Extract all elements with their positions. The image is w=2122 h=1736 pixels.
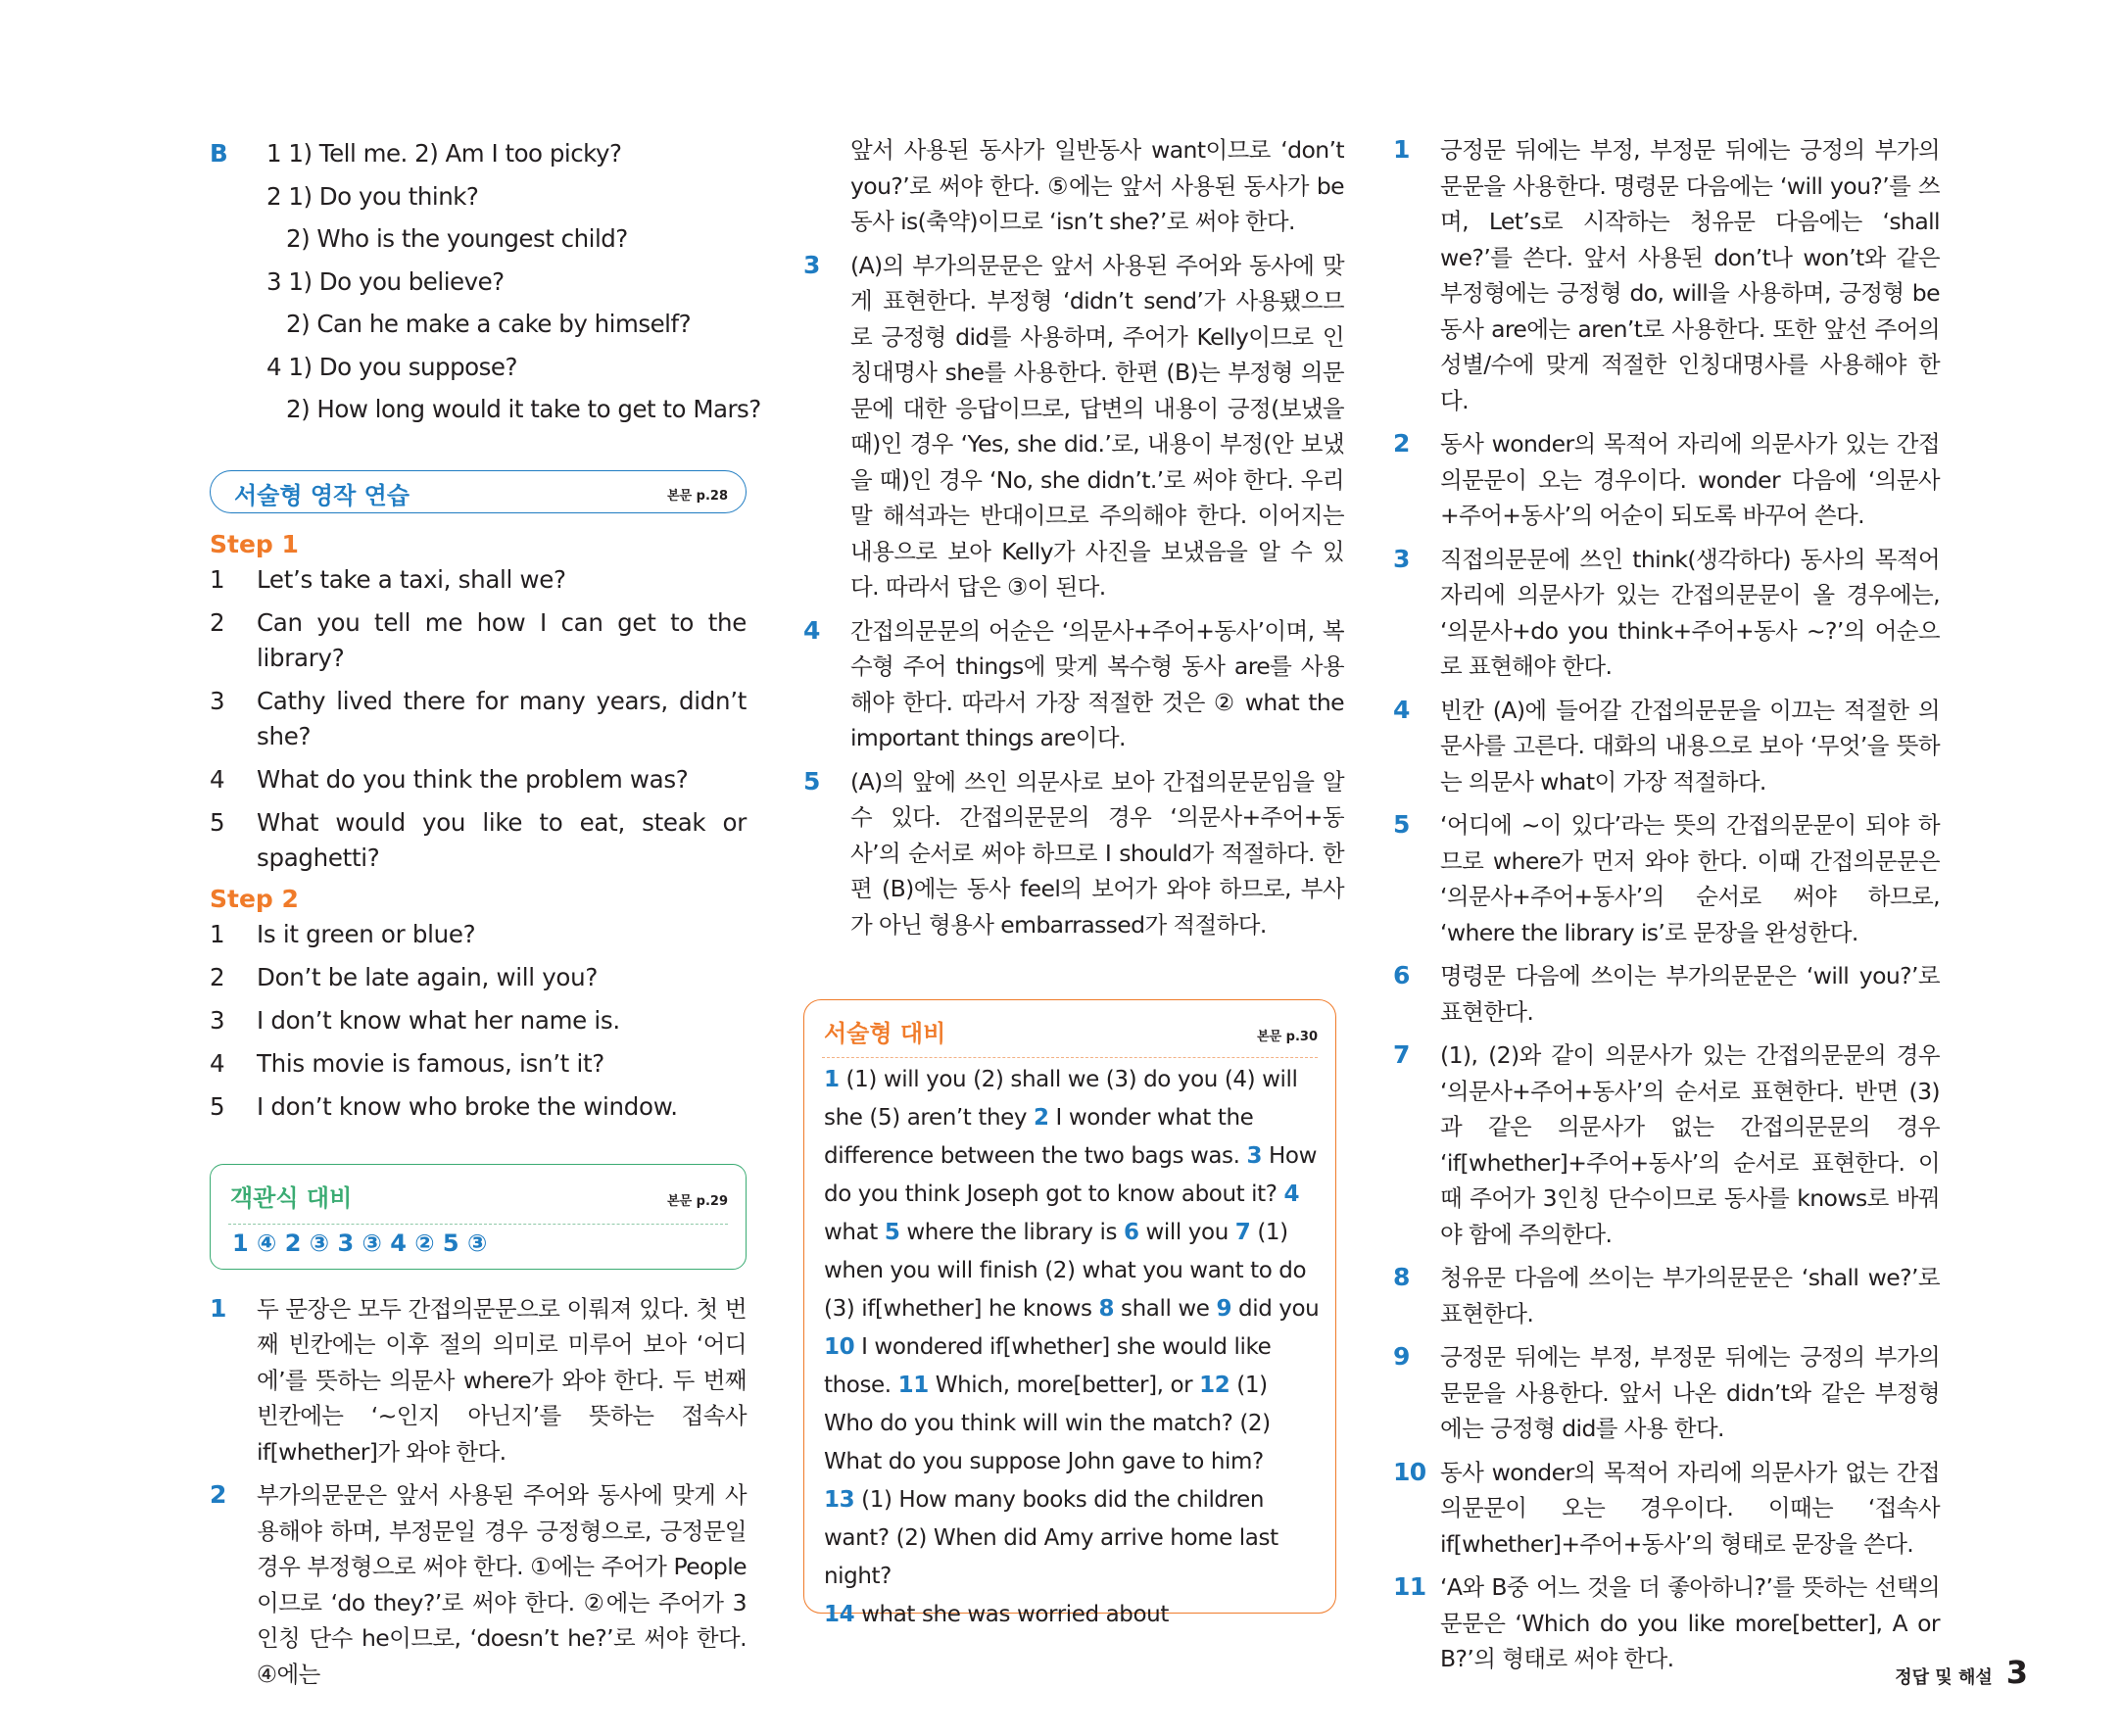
- answer-number: 13: [824, 1487, 855, 1513]
- answer-text: 1 1) Tell me. 2) Am I too picky?: [266, 139, 622, 168]
- explanation-item: [1393, 958, 1940, 1030]
- item-text: 명령문 다음에 쓰이는 부가의문문은 ‘will you?’로 표현한다.: [1440, 962, 1940, 1026]
- section-b-line: [210, 217, 747, 261]
- list-item: [210, 684, 747, 754]
- item-text: 직접의문문에 쓰인 think(생각하다) 동사의 목적어 자리에 의문사가 있는 간접의문문이 올 경우에는, ‘의문사+do you think+주어+동사 ~?’의 어순으로 표현해야 한다.: [1440, 545, 1940, 680]
- section-b-line: [210, 261, 747, 304]
- explanation-item: [1393, 132, 1940, 418]
- item-text: Cathy lived there for many years, didn’t she?: [257, 686, 747, 750]
- item-number: 4: [210, 764, 225, 794]
- item-number: 2: [210, 607, 225, 637]
- item-text: 동사 wonder의 목적어 자리에 의문사가 있는 간접의문문이 오는 경우이다. wonder 다음에 ‘의문사+주어+동사’의 어순이 되도록 바꾸어 쓴다.: [1440, 430, 1940, 529]
- item-number: 8: [1393, 1263, 1410, 1291]
- answer-number: 5: [884, 1220, 900, 1245]
- item-number: 5: [210, 807, 225, 837]
- answer-text: (1) will you (2) shall we (3) do you (4) will she (5) aren’t they: [824, 1067, 1298, 1131]
- item-text: ‘A와 B중 어느 것을 더 좋아하니?’를 뜻하는 선택의문문은 ‘Which do you like more[better], A or B?’의 형태로 써야 한다.: [1440, 1573, 1940, 1672]
- section-b-line: [210, 175, 747, 218]
- section-title: 서술형 영작 연습: [234, 481, 410, 509]
- answer-text: did you: [1238, 1296, 1320, 1322]
- item-text: 간접의문문의 어순은 ‘의문사+주어+동사’이며, 복수형 주어 things에 맞게 복수형 동사 are를 사용해야 한다. 따라서 가장 적절한 것은 ② what the important things are이다.: [850, 616, 1344, 751]
- section-title: 객관식 대비: [230, 1183, 353, 1212]
- section-b-line: [210, 303, 747, 346]
- item-text: 두 문장은 모두 간접의문문으로 이뤄져 있다. 첫 번째 빈칸에는 이후 절의 의미로 미루어 보아 ‘어디에’를 뜻하는 의문사 where가 와야 한다. 두 번째 빈칸에는 ‘~인지 아닌지’를 뜻하는 접속사 if[whether]가 와야 한다.: [257, 1294, 747, 1466]
- item-text: 빈칸 (A)에 들어갈 간접의문문을 이끄는 적절한 의문사를 고른다. 대화의 내용으로 보아 ‘무엇’을 뜻하는 의문사 what이 가장 적절하다.: [1440, 696, 1940, 796]
- item-number: 1: [1393, 135, 1410, 164]
- item-text: Is it green or blue?: [257, 919, 476, 948]
- section-b-line: [210, 388, 761, 431]
- answer-number: 8: [1098, 1296, 1115, 1322]
- answer-text: (1) when you will finish (2) what you want to do (3) if[whether] he knows: [824, 1220, 1307, 1322]
- item-text: 부가의문문은 앞서 사용된 주어와 동사에 맞게 사용해야 하며, 부정문일 경우 긍정형으로, 긍정문일 경우 부정형으로 써야 한다. ①에는 주어가 People이므로 ‘do they?’로 써야 한다. ②에는 주어가 3인칭 단수 he이므로, ‘doesn’t he?’로 써야 한다. ④에는: [257, 1481, 747, 1688]
- list-item: [210, 960, 747, 995]
- item-number: 4: [1393, 695, 1410, 724]
- item-number: 1: [210, 919, 225, 948]
- answer-number: 14: [824, 1602, 855, 1627]
- answer-number: 2: [1034, 1105, 1049, 1131]
- explanation-item: [1393, 1260, 1940, 1331]
- item-number: 9: [1393, 1342, 1410, 1371]
- answer-key: 1 ④ 2 ③ 3 ③ 4 ② 5 ③: [232, 1229, 488, 1257]
- continuation-text: 앞서 사용된 동사가 일반동사 want이므로 ‘don’t you?’로 써야 한다. ⑤에는 앞서 사용된 동사가 be동사 is(축약)이므로 ‘isn’t she?’로 써야 한다.: [850, 136, 1344, 235]
- answer-number: 11: [897, 1373, 929, 1398]
- explanation-item: [1393, 807, 1940, 950]
- item-text: What would you like to eat, steak or spaghetti?: [257, 807, 747, 872]
- objective-answer-box: [210, 1164, 747, 1270]
- item-text: What do you think the problem was?: [257, 764, 689, 794]
- explanation-item: [210, 1291, 747, 1471]
- section-b: [210, 132, 761, 431]
- list-item: [210, 1089, 747, 1125]
- list-item: [210, 762, 747, 797]
- list-item: [210, 1003, 747, 1038]
- page-reference: 본문 p.28: [667, 488, 728, 504]
- item-text: 긍정문 뒤에는 부정, 부정문 뒤에는 긍정의 부가의문문을 사용한다. 명령문 다음에는 ‘will you?’를 쓰며, Let’s로 시작하는 청유문 다음에는 ‘shall we?’를 쓴다. 앞서 사용된 don’t나 won’t와 같은 부정형에는 긍정형 do, will을 사용하며, 긍정형 be동사 are에는 aren’t로 사용한다. 또한 앞선 주어의 성별/수에 맞게 적절한 인칭대명사를 사용해야 한다.: [1440, 136, 1940, 414]
- answer-text: 2) Who is the youngest child?: [286, 224, 628, 253]
- answer-text: Which, more[better], or: [935, 1373, 1193, 1398]
- middle-column: [803, 132, 1344, 1627]
- item-text: (A)의 부가의문문은 앞서 사용된 주어와 동사에 맞게 표현한다. 부정형 ‘didn’t send’가 사용됐으므로 긍정형 did를 사용하며, 주어가 Kelly이므로 인칭대명사 she를 사용한다. 한편 (B)는 부정형 의문문에 대한 응답이므로, 답변의 내용이 긍정(보냈을 때)인 경우 ‘Yes, she did.’로, 내용이 부정(안 보냈을 때)인 경우 ‘No, she didn’t.’로 써야 한다. 우리말 해석과는 반대이므로 주의해야 한다. 이어지는 내용으로 보아 Kelly가 사진을 보냈음을 알 수 있다. 따라서 답은 ③이 된다.: [850, 251, 1344, 601]
- answer-text: (1) How many books did the children want? (2) When did Amy arrive home last night?: [824, 1487, 1278, 1589]
- item-number: 4: [803, 615, 820, 645]
- explanation-item: [1393, 1339, 1940, 1447]
- list-item: [210, 917, 747, 952]
- item-text: I don’t know who broke the window.: [257, 1091, 678, 1121]
- item-text: (1), (2)와 같이 의문사가 있는 간접의문문의 경우 ‘의문사+주어+동사’의 순서로 표현한다. 반면 (3)과 같은 의문사가 없는 간접의문문의 경우 ‘if[whether]+주어+동사’의 순서로 표현한다. 이때 주어가 3인칭 단수이므로 동사를 knows로 바꿔야 함에 주의한다.: [1440, 1041, 1940, 1248]
- page-reference: 본문 p.30: [1257, 1030, 1318, 1044]
- list-item: [210, 1046, 747, 1082]
- explanation-item: [1393, 1569, 1940, 1677]
- answer-number: 4: [1283, 1181, 1300, 1207]
- item-number: 3: [210, 686, 225, 715]
- step1: [210, 527, 747, 876]
- item-number: 4: [210, 1048, 225, 1078]
- answer-number: 6: [1123, 1220, 1139, 1245]
- answer-text: where the library is: [906, 1220, 1118, 1245]
- answer-text: what she was worried about: [861, 1602, 1169, 1627]
- answer-text: I wondered if[whether] she would like those.: [824, 1334, 1272, 1398]
- explanation-item: [803, 613, 1344, 756]
- item-number: 3: [803, 250, 820, 279]
- answer-number: 10: [824, 1334, 855, 1360]
- answer-text: (1) Who do you think will win the match? (2) What do you suppose John gave to him?: [824, 1373, 1271, 1474]
- answer-text: 4 1) Do you suppose?: [266, 352, 517, 381]
- explanation-item: [1393, 1037, 1940, 1252]
- item-number: 7: [1393, 1040, 1410, 1069]
- item-number: 5: [210, 1091, 225, 1121]
- answer-number: 1: [824, 1067, 840, 1092]
- item-number: 2: [210, 962, 225, 991]
- answer-number: 7: [1234, 1220, 1251, 1245]
- answer-text: 2) How long would it take to get to Mars?: [286, 395, 761, 423]
- item-number: 5: [803, 766, 820, 796]
- section-b-label: B: [210, 139, 228, 168]
- item-number: 2: [1393, 429, 1410, 458]
- answer-text: what: [824, 1220, 878, 1245]
- explanation-item: [210, 1477, 747, 1692]
- page-number: 3: [2005, 1654, 2028, 1691]
- descriptive-answer-box: [803, 999, 1336, 1627]
- left-column: [210, 132, 761, 1700]
- item-number: 1: [210, 564, 225, 594]
- item-number: 1: [210, 1293, 226, 1323]
- explanation-item: [1393, 693, 1940, 800]
- divider: [822, 1057, 1318, 1058]
- answer-body: [824, 1061, 1322, 1634]
- explanation-item: [1393, 542, 1940, 685]
- item-number: 11: [1393, 1572, 1426, 1601]
- answer-text: I wonder what the difference between the two bags was.: [824, 1105, 1254, 1169]
- step2: [210, 882, 747, 1125]
- item-text: Let’s take a taxi, shall we?: [257, 564, 566, 594]
- explanation-item: [1393, 426, 1940, 534]
- answer-number: 3: [1246, 1143, 1263, 1169]
- step-label: Step 2: [210, 884, 299, 913]
- item-text: I don’t know what her name is.: [257, 1005, 620, 1035]
- list-item: [210, 805, 747, 876]
- answer-text: 2 1) Do you think?: [266, 181, 479, 211]
- list-item: [210, 605, 747, 676]
- page-footer: [1895, 1654, 2028, 1691]
- answer-text: 3 1) Do you believe?: [266, 266, 505, 296]
- section-title: 서술형 대비: [824, 1020, 946, 1047]
- footer-label: 정답 및 해설: [1895, 1667, 1993, 1688]
- list-item: [210, 562, 747, 598]
- answer-number: 12: [1199, 1373, 1230, 1398]
- item-text: Don’t be late again, will you?: [257, 962, 599, 991]
- explanation-item: [803, 764, 1344, 943]
- item-number: 3: [1393, 544, 1410, 573]
- item-text: 긍정문 뒤에는 부정, 부정문 뒤에는 긍정의 부가의문문을 사용한다. 앞서 나온 didn’t와 같은 부정형에는 긍정형 did를 사용 한다.: [1440, 1343, 1940, 1442]
- explanation-item: [1393, 1455, 1940, 1563]
- item-text: 청유문 다음에 쓰이는 부가의문문은 ‘shall we?’로 표현한다.: [1440, 1264, 1940, 1327]
- answer-text: How do you think Joseph got to know about it?: [824, 1143, 1317, 1207]
- answer-text: will you: [1145, 1220, 1229, 1245]
- explanation-item: [803, 248, 1344, 605]
- item-text: ‘어디에 ~이 있다’라는 뜻의 간접의문문이 되야 하므로 where가 먼저 와야 한다. 이때 간접의문문은 ‘의문사+주어+동사’의 순서로 써야 하므로, ‘where the library is’로 문장을 완성한다.: [1440, 811, 1940, 946]
- item-number: 6: [1393, 961, 1410, 989]
- item-number: 5: [1393, 810, 1410, 839]
- answer-text: 2) Can he make a cake by himself?: [286, 310, 692, 338]
- item-text: Can you tell me how I can get to the library?: [257, 607, 747, 672]
- objective-explanations: [210, 1291, 747, 1693]
- answer-number: 9: [1216, 1296, 1232, 1322]
- item-text: This movie is famous, isn’t it?: [257, 1048, 604, 1078]
- answer-text: shall we: [1121, 1296, 1210, 1322]
- section-b-line: [210, 132, 747, 175]
- step-label: Step 1: [210, 529, 299, 558]
- item-number: 2: [210, 1480, 226, 1509]
- item-text: (A)의 앞에 쓰인 의문사로 보아 간접의문문임을 알 수 있다. 간접의문문의 경우 ‘의문사+주어+동사’의 순서로 써야 하므로 I should가 적절하다. 한편 (B)에는 동사 feel의 보어가 와야 하므로, 부사가 아닌 형용사 embarrassed가 적절하다.: [850, 767, 1344, 939]
- section-b-line: [210, 346, 747, 389]
- item-number: 10: [1393, 1457, 1426, 1486]
- item-number: 3: [210, 1005, 225, 1035]
- item-text: 동사 wonder의 목적어 자리에 의문사가 없는 간접의문문이 오는 경우이다. 이때는 ‘접속사 if[whether]+주어+동사’의 형태로 문장을 쓴다.: [1440, 1458, 1940, 1558]
- page-reference: 본문 p.29: [667, 1193, 728, 1209]
- writing-practice-header: [210, 470, 747, 513]
- right-column: [1393, 132, 1940, 1685]
- divider: [228, 1224, 728, 1225]
